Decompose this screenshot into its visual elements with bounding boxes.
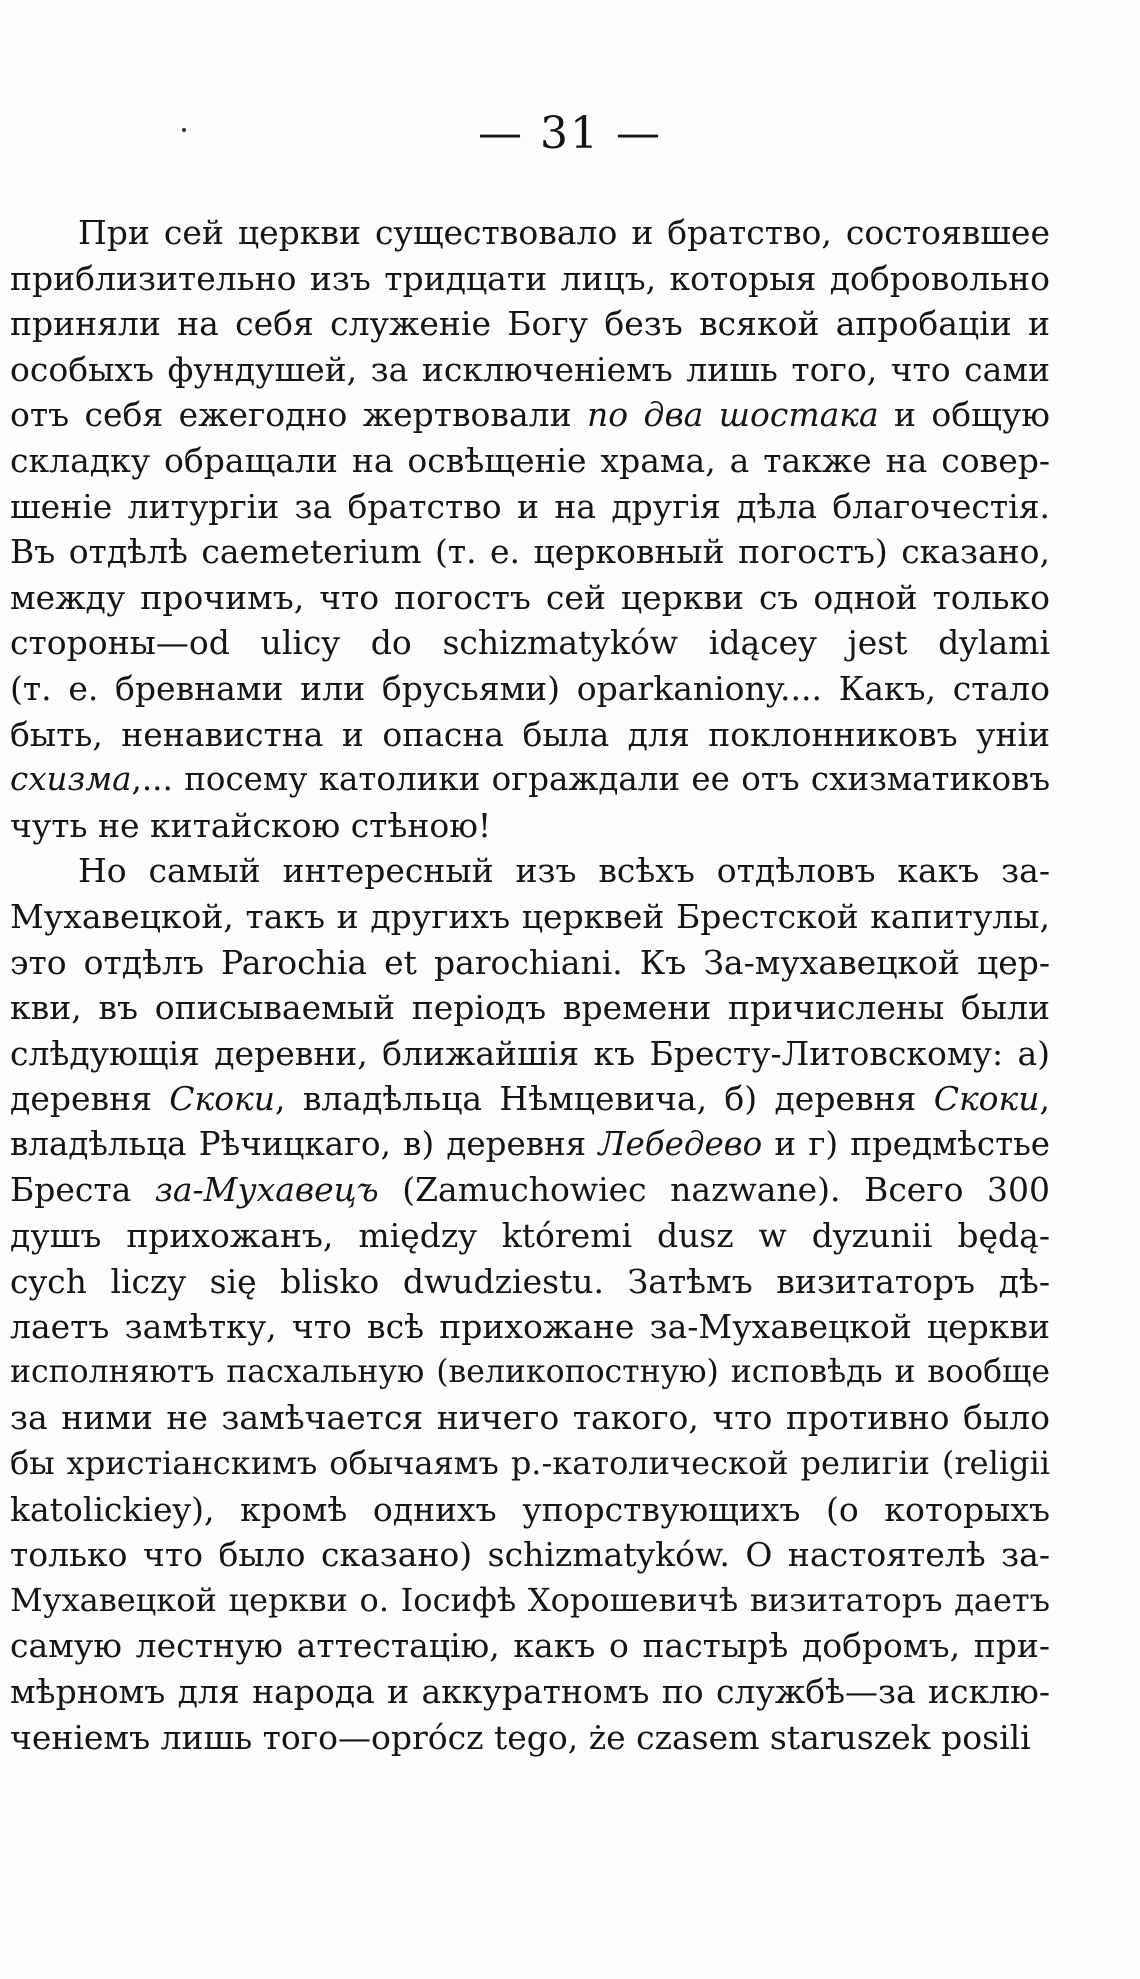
text-line bbox=[10, 985, 1050, 1031]
text-segment: за-Мухавецъ bbox=[154, 1170, 379, 1210]
text-line bbox=[10, 894, 1050, 940]
text-segment: приняли на себя служеніе Богу безъ всякой апробаціи и bbox=[10, 304, 1050, 344]
text-segment: приблизительно изъ тридцати лицъ, которыя добровольно bbox=[10, 258, 1050, 298]
text-segment: бы христіанскимъ обычаямъ р.-католической религіи (religii bbox=[10, 1444, 1050, 1483]
paragraph bbox=[10, 210, 1050, 848]
paragraph bbox=[10, 848, 1050, 1760]
text-segment: слѣдующія деревни, ближайшія къ Бресту-Литовскому: а) bbox=[10, 1033, 1050, 1073]
text-line bbox=[10, 484, 1050, 530]
text-segment: (т. е. бревнами или брусьями) oparkanіony.... Какъ, стало bbox=[10, 668, 1050, 708]
text-line bbox=[10, 1076, 1050, 1122]
text-segment: Скоки bbox=[169, 1079, 276, 1119]
text-segment: отъ себя ежегодно жертвовали bbox=[10, 395, 588, 435]
text-line bbox=[10, 347, 1050, 393]
text-line bbox=[10, 620, 1050, 666]
text-segment: мѣрномъ для народа и аккуратномъ по службѣ—за исклю- bbox=[10, 1672, 1050, 1711]
text-segment: чуть не китайскою стѣною! bbox=[10, 805, 492, 845]
text-line bbox=[10, 1031, 1050, 1077]
text-line bbox=[10, 757, 1050, 803]
text-segment: это отдѣлъ Parochia et parochiani. Къ За-мухавецкой цер- bbox=[10, 942, 1050, 982]
text-segment: особыхъ фундушей, за исключеніемъ лишь того, что сами bbox=[10, 349, 1050, 389]
text-line bbox=[10, 1441, 1050, 1487]
text-segment: Въ отдѣлѣ caemeterium (т. е. церковный погостъ) сказано, bbox=[10, 532, 1050, 572]
text-line bbox=[10, 210, 1050, 256]
text-segment: и общую bbox=[878, 395, 1050, 435]
page-number: — 31 — bbox=[478, 108, 662, 159]
text-segment: Скоки bbox=[933, 1079, 1040, 1119]
text-segment: исполняютъ пасхальную (великопостную) исповѣдь и вообще bbox=[10, 1353, 1050, 1390]
text-line bbox=[10, 575, 1050, 621]
text-segment: Мухавецкой церкви о. Іосифѣ Хорошевичѣ визитаторъ даетъ bbox=[10, 1580, 1050, 1619]
text-segment: деревня bbox=[10, 1079, 170, 1119]
text-segment: При сей церкви существовало и братство, состоявшее bbox=[78, 213, 1050, 252]
text-segment: Мухавецкой, такъ и другихъ церквей Брестской капитулы, bbox=[10, 896, 1050, 936]
text-segment: cych liczy się blisko dwudziestu. Затѣмъ визитаторъ дѣ- bbox=[10, 1261, 1050, 1301]
text-segment: ченіемъ лишь того—oprócz tego, że czasem staruszek posili bbox=[10, 1717, 1031, 1757]
text-segment: Бреста bbox=[10, 1170, 155, 1210]
text-line bbox=[10, 1259, 1050, 1305]
text-segment: только что было сказано) schizmatyków. О настоятелѣ за- bbox=[10, 1535, 1050, 1575]
text-line bbox=[10, 940, 1050, 986]
text-line bbox=[10, 529, 1050, 575]
text-line bbox=[10, 1304, 1050, 1350]
text-segment: , bbox=[1039, 1079, 1050, 1119]
text-line bbox=[10, 803, 1050, 849]
text-line bbox=[10, 301, 1050, 347]
text-line bbox=[10, 1122, 1050, 1168]
text-line bbox=[10, 848, 1050, 894]
text-segment: (Zamuchowiec nazwane). Всего 300 bbox=[378, 1170, 1051, 1210]
text-segment: шеніе литургіи за братство и на другія дѣла благочестія. bbox=[10, 486, 1050, 526]
text-segment: по два шостака bbox=[587, 395, 879, 435]
text-segment: Лебедево bbox=[598, 1124, 763, 1163]
text-line bbox=[10, 712, 1050, 758]
text-segment: за ними не замѣчается ничего такого, что противно было bbox=[10, 1398, 1050, 1438]
text-line bbox=[10, 1395, 1050, 1441]
text-segment: складку обращали на освѣщеніе храма, а также на совер- bbox=[10, 440, 1050, 480]
text-line bbox=[10, 256, 1050, 302]
text-line bbox=[10, 1715, 1050, 1761]
text-line bbox=[10, 1487, 1050, 1533]
text-line bbox=[10, 1213, 1050, 1259]
text-segment: самую лестную аттестацію, какъ о пастырѣ добромъ, при- bbox=[10, 1626, 1050, 1666]
text-segment: стороны—od ulicy do schizmatyków idącey jest dylami bbox=[10, 623, 1050, 663]
text-segment: схизма bbox=[10, 760, 132, 799]
text-segment: , владѣльца Нѣмцевича, б) деревня bbox=[275, 1079, 934, 1119]
body-text bbox=[10, 210, 1050, 1760]
text-segment: katolickiey), кромѣ однихъ упорствующихъ (о которыхъ bbox=[10, 1489, 1050, 1529]
text-line bbox=[10, 1623, 1050, 1669]
text-line bbox=[10, 1532, 1050, 1578]
text-segment: Но самый интересный изъ всѣхъ отдѣловъ какъ за- bbox=[78, 851, 1050, 891]
text-segment: быть, ненавистна и опасна была для поклонниковъ уніи bbox=[10, 714, 1050, 754]
text-segment: кви, въ описываемый періодъ времени причислены были bbox=[10, 988, 1050, 1028]
text-line bbox=[10, 1350, 1050, 1396]
text-line bbox=[10, 1669, 1050, 1715]
text-line bbox=[10, 666, 1050, 712]
text-segment: между прочимъ, что погостъ сей церкви съ одной только bbox=[10, 577, 1050, 617]
text-line bbox=[10, 438, 1050, 484]
text-segment: и г) предмѣстье bbox=[762, 1124, 1051, 1163]
text-segment: лаетъ замѣтку, что всѣ прихожане за-Мухавецкой церкви bbox=[10, 1307, 1050, 1347]
text-line bbox=[10, 1578, 1050, 1624]
text-line bbox=[10, 1167, 1050, 1213]
text-segment: владѣльца Рѣчицкаго, в) деревня bbox=[10, 1124, 599, 1163]
text-line bbox=[10, 392, 1050, 438]
text-segment: душъ прихожанъ, między któremi dusz w dyzunii będą- bbox=[10, 1216, 1050, 1256]
text-segment: ,... посему католики ограждали ее отъ схизматиковъ bbox=[131, 760, 1050, 799]
